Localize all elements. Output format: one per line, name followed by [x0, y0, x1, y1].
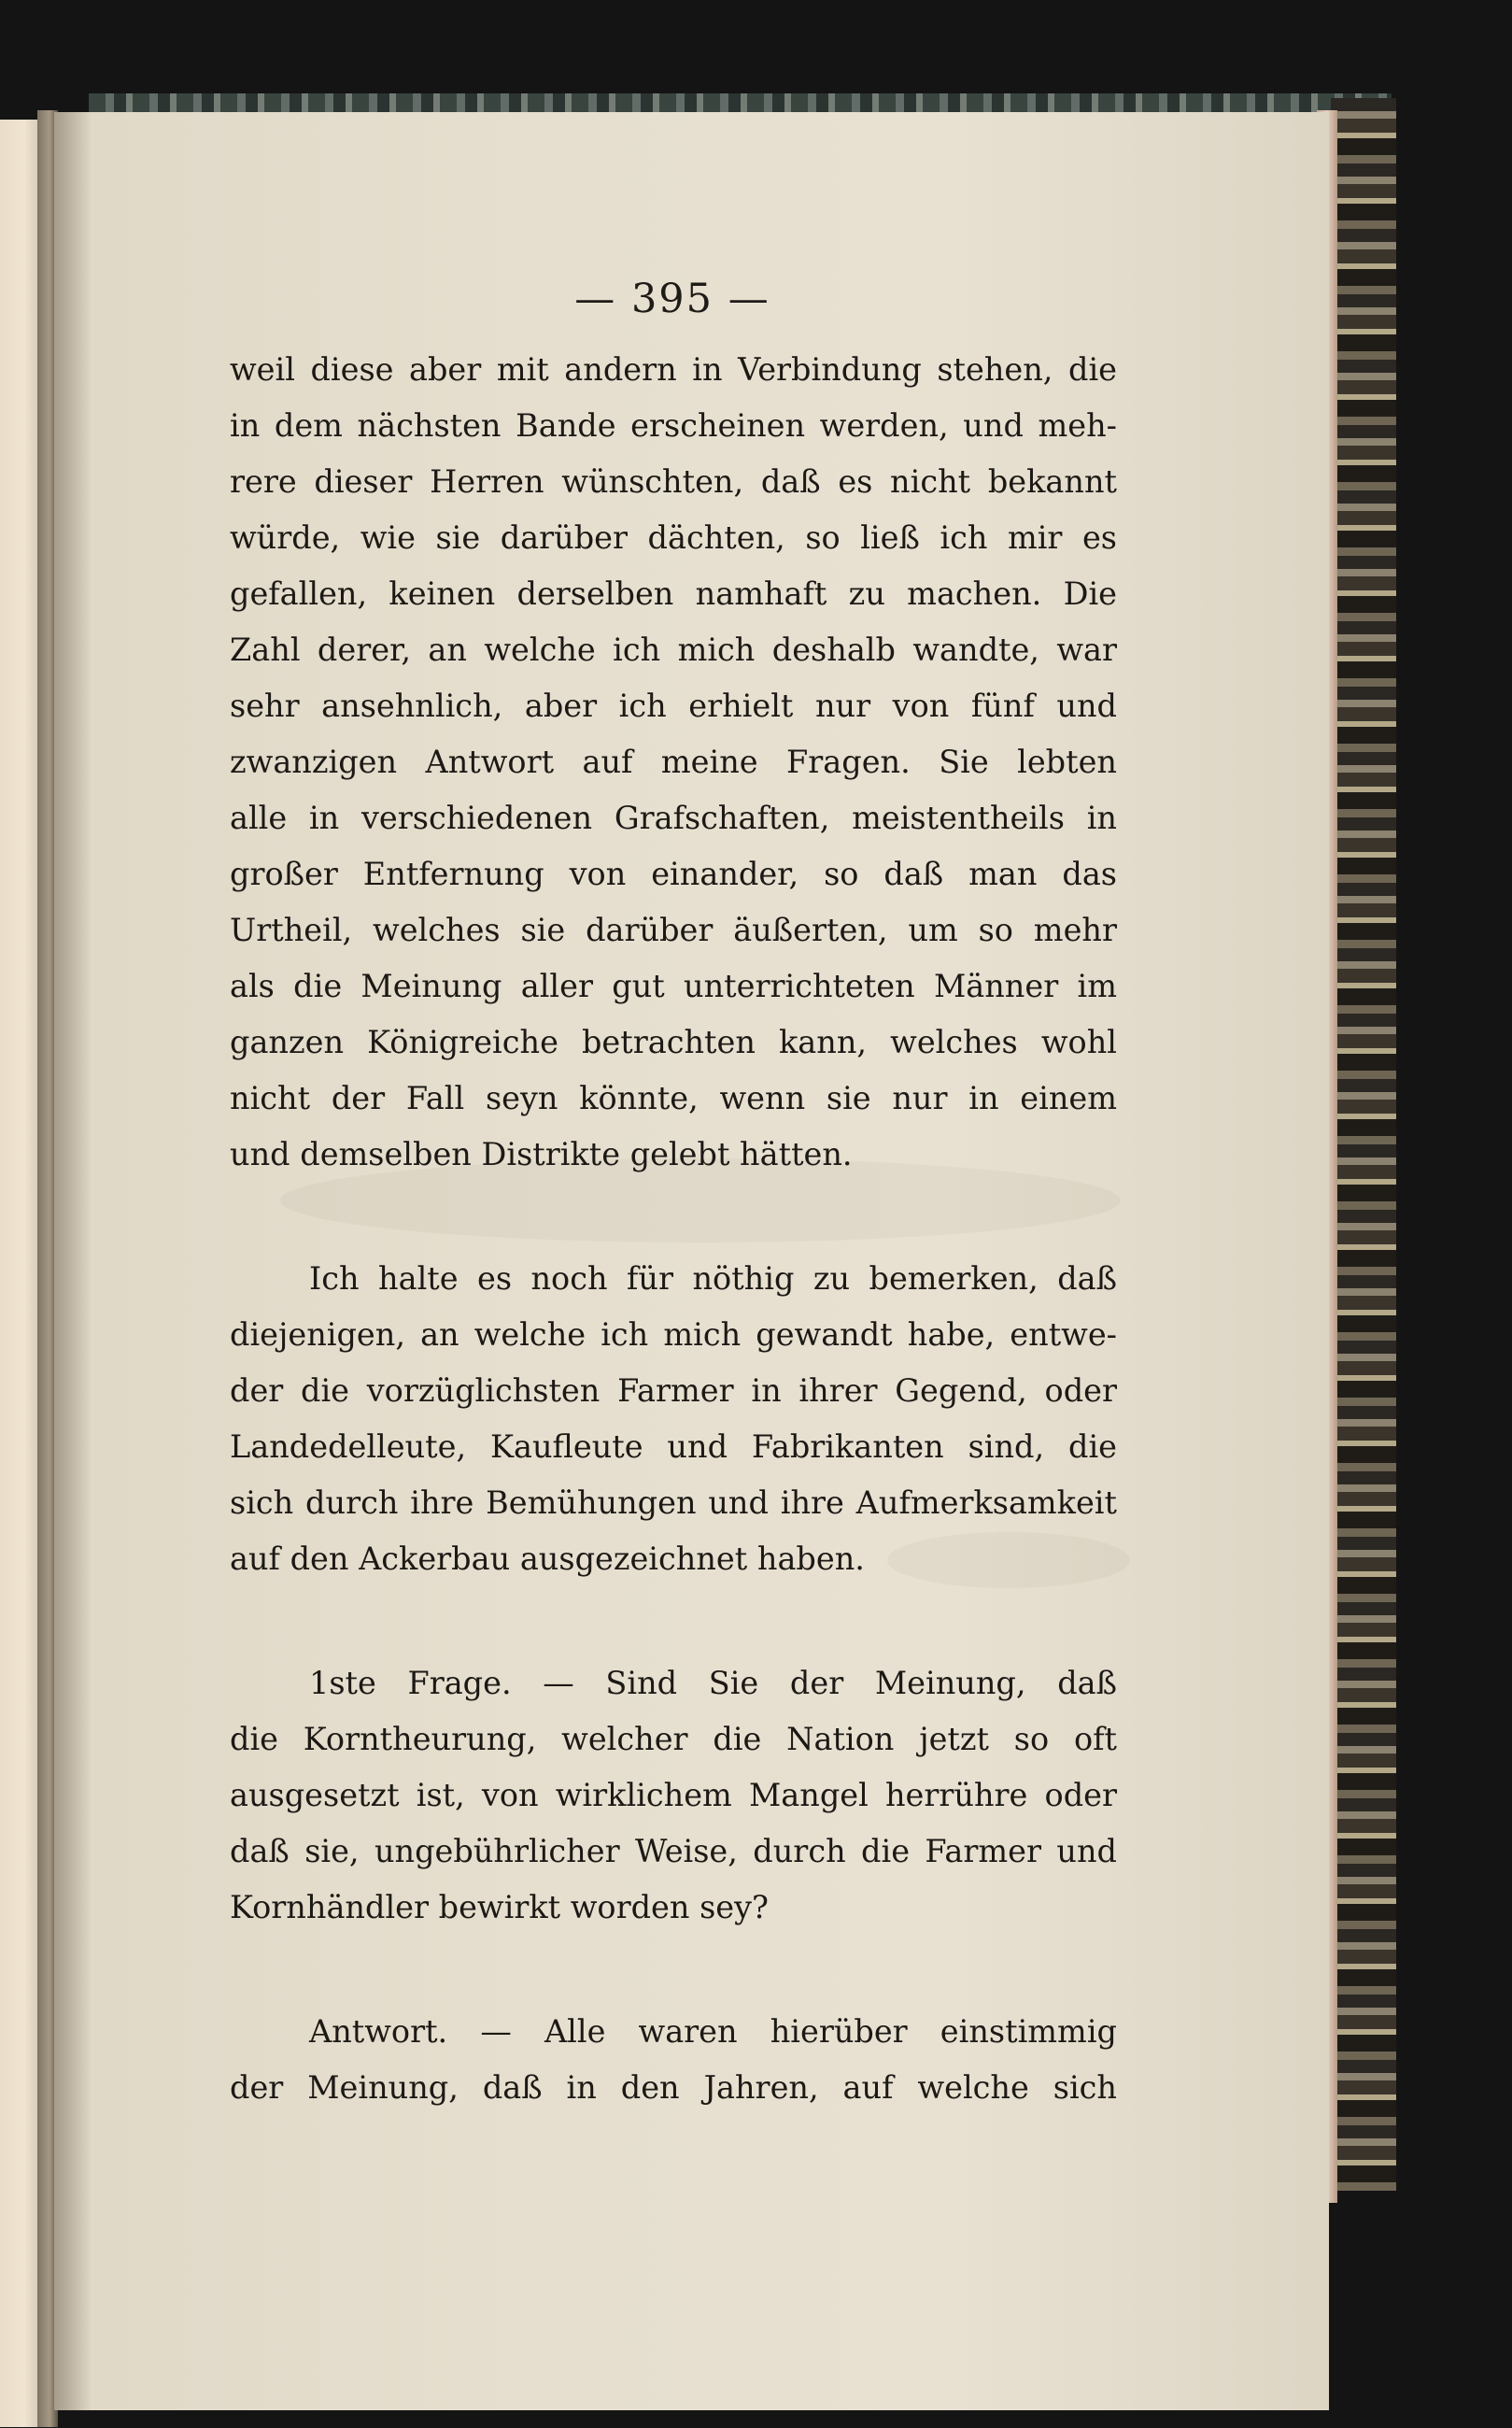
paragraph-2 [230, 1251, 1117, 1587]
paragraph-gap [230, 1936, 1117, 2004]
text-line: Zahl derer, an welche ich mich deshalb wandte, war [230, 632, 1117, 668]
text-line: nicht der Fall seyn könnte, wenn sie nur in einem [230, 1080, 1117, 1116]
text-line: als die Meinung aller gut unterrichteten Männer im [230, 968, 1117, 1004]
text-line: würde, wie sie darüber dächten, so ließ ich mir es [230, 519, 1117, 556]
text-line: diejenigen, an welche ich mich gewandt habe, entwe- [230, 1316, 1117, 1353]
paragraph-gap [230, 1587, 1117, 1655]
text-line: Kornhändler bewirkt worden sey? [230, 1889, 769, 1925]
text-line: sich durch ihre Bemühungen und ihre Aufmerksamkeit [230, 1484, 1117, 1521]
marbled-cover-board [1331, 98, 1396, 2191]
text-line: 1ste Frage. — Sind Sie der Meinung, daß [309, 1665, 1117, 1701]
paragraph-1 [230, 342, 1117, 1183]
text-line: ganzen Königreiche betrachten kann, welches wohl [230, 1024, 1117, 1060]
text-line: gefallen, keinen derselben namhaft zu machen. Die [230, 575, 1117, 612]
text-line: ausgesetzt ist, von wirklichem Mangel herrühre oder [230, 1777, 1117, 1813]
text-line: der die vorzüglichsten Farmer in ihrer Gegend, oder [230, 1372, 1117, 1409]
body-text [230, 342, 1117, 2116]
text-line: Antwort. — Alle waren hierüber einstimmig [309, 2013, 1117, 2050]
page-number-header: — 395 — [574, 276, 770, 322]
text-line: weil diese aber mit andern in Verbindung stehen, die [230, 351, 1117, 388]
text-line: auf den Ackerbau ausgezeichnet haben. [230, 1541, 865, 1577]
text-line: Landedelleute, Kaufleute und Fabrikanten sind, die [230, 1428, 1117, 1465]
text-line: in dem nächsten Bande erscheinen werden, und meh- [230, 407, 1117, 444]
paragraph-gap [230, 1183, 1117, 1251]
text-line: der Meinung, daß in den Jahren, auf welche sich [230, 2069, 1117, 2106]
text-line: daß sie, ungebührlicher Weise, durch die Farmer und [230, 1833, 1117, 1869]
text-line: alle in verschiedenen Grafschaften, meistentheils in [230, 800, 1117, 836]
text-line: sehr ansehnlich, aber ich erhielt nur von fünf und [230, 688, 1117, 724]
text-line: zwanzigen Antwort auf meine Fragen. Sie lebten [230, 744, 1117, 780]
text-line: großer Entfernung von einander, so daß man das [230, 856, 1117, 892]
text-line: Urtheil, welches sie darüber äußerten, um so mehr [230, 912, 1117, 948]
text-line: und demselben Distrikte gelebt hätten. [230, 1136, 853, 1172]
text-line: rere dieser Herren wünschten, daß es nicht bekannt [230, 463, 1117, 500]
gutter-shadow [54, 112, 92, 2410]
text-line: Ich halte es noch für nöthig zu bemerken, daß [309, 1260, 1117, 1297]
text-line: die Korntheurung, welcher die Nation jetzt so oft [230, 1721, 1117, 1757]
paragraph-4 [230, 2004, 1117, 2116]
paragraph-3 [230, 1655, 1117, 1936]
